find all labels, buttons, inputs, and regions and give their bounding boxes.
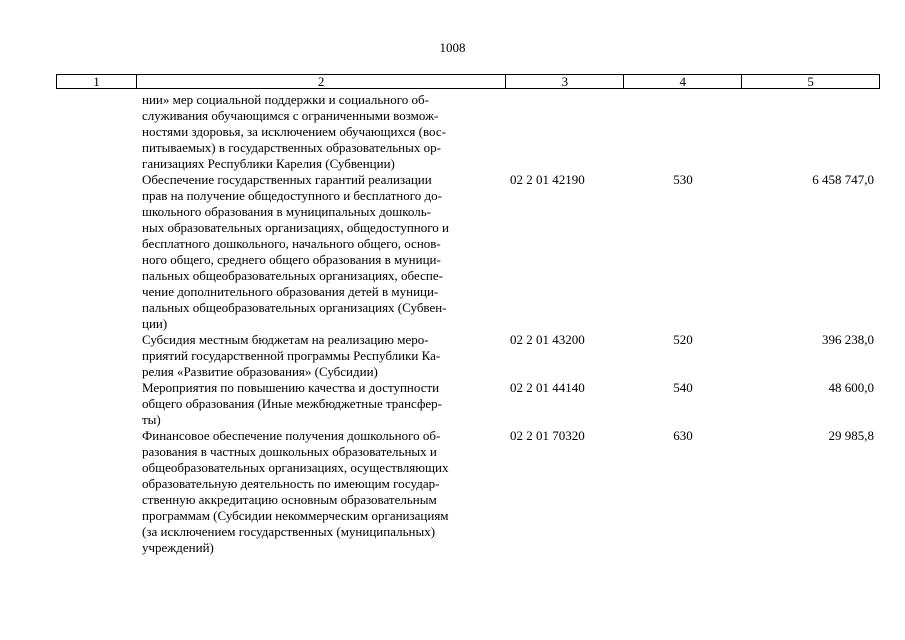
row-type: 540 [673, 380, 693, 395]
table-body [56, 92, 880, 556]
row-col-1 [56, 332, 136, 380]
table-row [56, 380, 880, 428]
row-col-1 [56, 380, 136, 428]
row-col-1 [56, 172, 136, 332]
header-col-2: 2 [137, 75, 507, 88]
row-col-1 [56, 428, 136, 556]
row-description: Мероприятия по повышению качества и доступности общего образования (Иные межбюджетные трансфер- ты) [142, 380, 442, 427]
table-row [56, 92, 880, 172]
row-code: 02 2 01 43200 [510, 332, 585, 347]
table-header [56, 74, 880, 89]
row-code [506, 92, 624, 172]
row-description: Субсидия местным бюджетам на реализацию меро- приятий государственной программы Республики Ка- релия «Развитие образования» (Субсидии) [142, 332, 441, 379]
row-amount [742, 92, 880, 172]
row-amount: 6 458 747,0 [812, 172, 874, 187]
row-code: 02 2 01 70320 [510, 428, 585, 443]
row-description: Обеспечение государственных гарантий реализации прав на получение общедоступного и бесплатного до- школьного образования в муниципальных дошколь- ных образовательных организациях, общедоступного и бесплатного дошкольного, начального общего, основ- ного общего, среднего общего образования в муници- пальных общеобразовательных организациях, обеспе- чение дополнительного образования детей в муници- пальных общеобразовательных организациях (Субвен- ции) [142, 172, 449, 331]
row-type: 630 [673, 428, 693, 443]
page-number: 1008 [439, 40, 466, 55]
row-amount: 396 238,0 [822, 332, 874, 347]
table-row [56, 428, 880, 556]
table-row [56, 332, 880, 380]
row-amount: 29 985,8 [828, 428, 874, 443]
row-col-1 [56, 92, 136, 172]
header-col-5: 5 [742, 75, 880, 88]
row-type: 530 [673, 172, 693, 187]
header-col-4: 4 [624, 75, 742, 88]
row-description: Финансовое обеспечение получения дошкольного об- разования в частных дошкольных образовательных и общеобразовательных организациях, осуществляющих образовательную деятельность по имеющим государ- ственную аккредитацию основным образовательным программам (Субсидии некоммерческим организациям (за исключением государственных (муниципальных) учреждений) [142, 428, 449, 555]
row-code: 02 2 01 44140 [510, 380, 585, 395]
row-description: нии» мер социальной поддержки и социального об- служивания обучающимся с ограниченными возмож- ностями здоровья, за исключением обучающихся (вос- питываемых) в государственных образовательных ор- ганизациях Республики Карелия (Субвенции) [142, 92, 446, 171]
header-col-3: 3 [506, 75, 624, 88]
row-code: 02 2 01 42190 [510, 172, 585, 187]
row-type: 520 [673, 332, 693, 347]
row-type [624, 92, 742, 172]
table-row [56, 172, 880, 332]
header-col-1: 1 [57, 75, 137, 88]
row-amount: 48 600,0 [828, 380, 874, 395]
